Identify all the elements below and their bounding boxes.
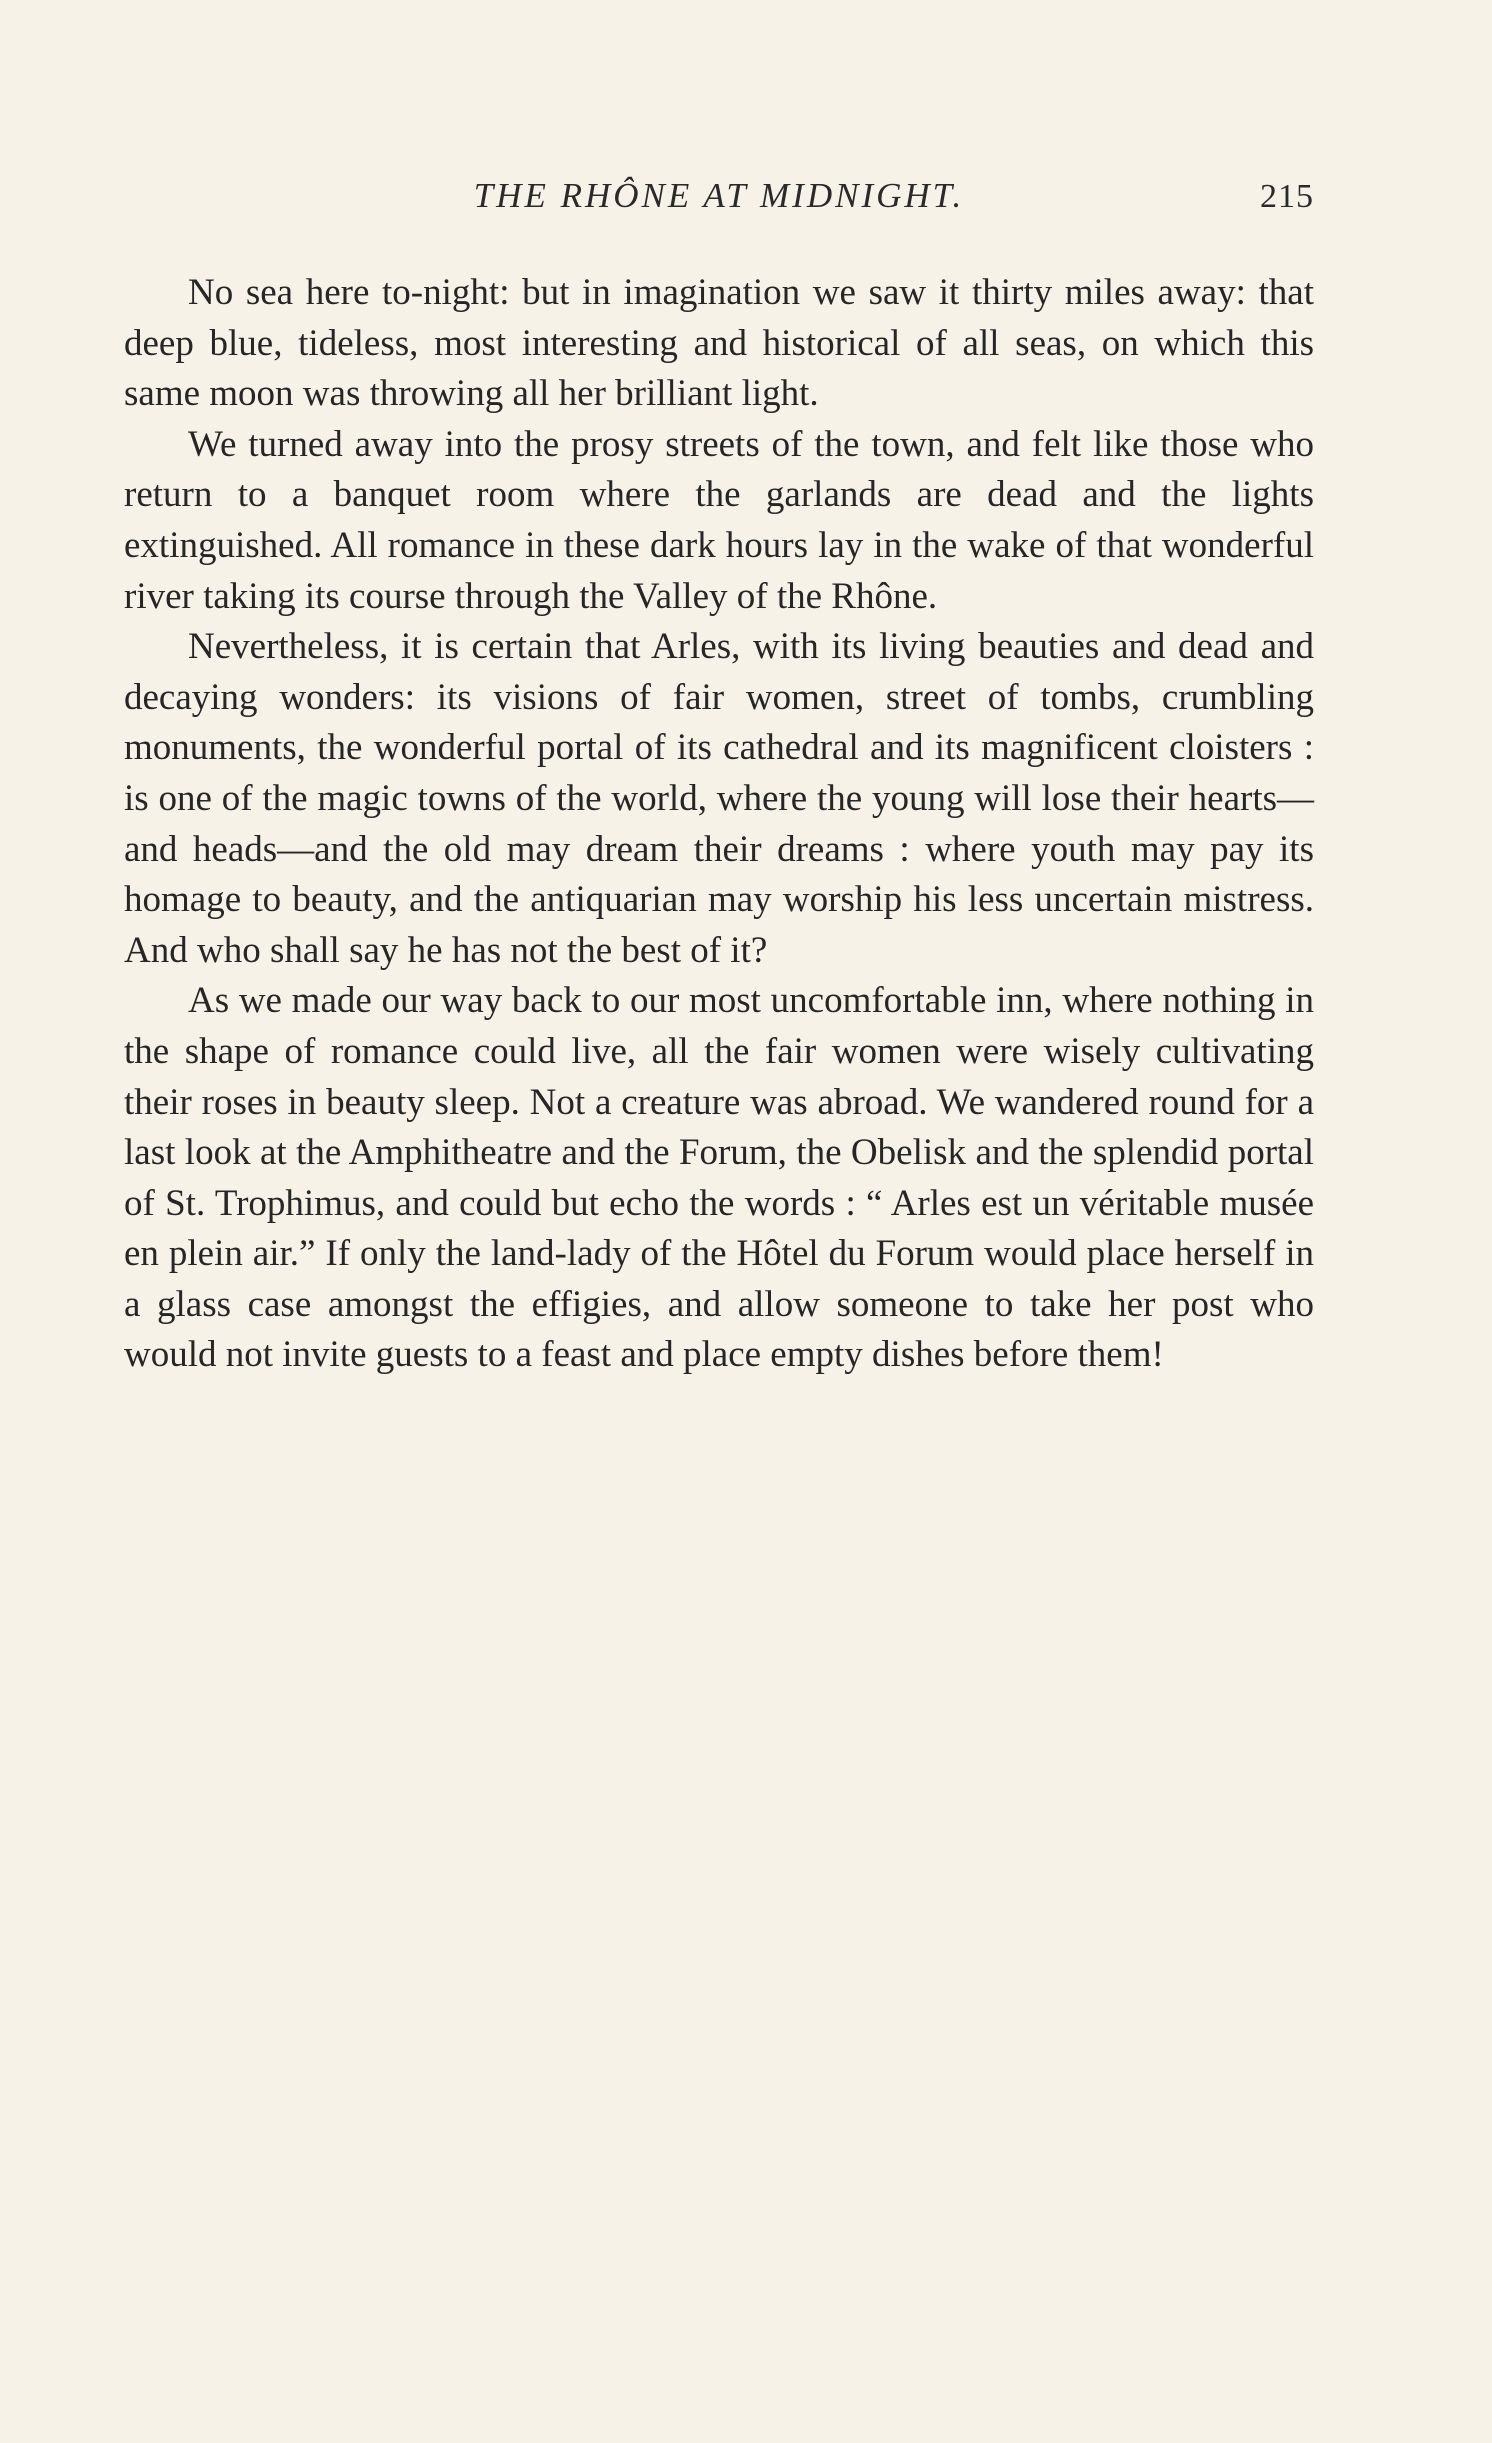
- running-title: THE RHÔNE AT MIDNIGHT.: [473, 176, 965, 215]
- body-text: [124, 268, 1314, 1381]
- page-number: 215: [1260, 178, 1314, 215]
- paragraph: We turned away into the prosy streets of the town, and felt like those who return to a banquet room where the garlands are dead and the lights extinguished. All romance in these dark hours lay in the wake of that wonderful river taking its course through the Valley of the Rhône.: [124, 423, 1314, 617]
- running-head: [124, 176, 1314, 226]
- paragraph: No sea here to-night: but in imagination we saw it thirty miles away: that deep blue, tideless, most interesting and historical of all seas, on which this same moon was throwing all her brilliant light.: [124, 272, 1314, 415]
- paragraph: Nevertheless, it is certain that Arles, with its living beauties and dead and decaying wonders: its visions of fair women, street of tombs, crumbling monuments, the wonderful portal of its cathedral and its magnificent cloisters : is one of the magic towns of the world, where the young will lose their hearts—and heads—and the old may dream their dreams : where youth may pay its homage to beauty, and the antiquarian may worship his less uncertain mistress. And who shall say he has not the best of it?: [124, 626, 1314, 971]
- paragraph: As we made our way back to our most uncomfortable inn, where nothing in the shape of romance could live, all the fair women were wisely cultivating their roses in beauty sleep. Not a creature was abroad. We wandered round for a last look at the Amphitheatre and the Forum, the Obelisk and the splendid portal of St. Trophimus, and could but echo the words : “ Arles est un véritable musée en plein air.” If only the land-lady of the Hôtel du Forum would place herself in a glass case amongst the effigies, and allow someone to take her post who would not invite guests to a feast and place empty dishes before them!: [124, 980, 1314, 1376]
